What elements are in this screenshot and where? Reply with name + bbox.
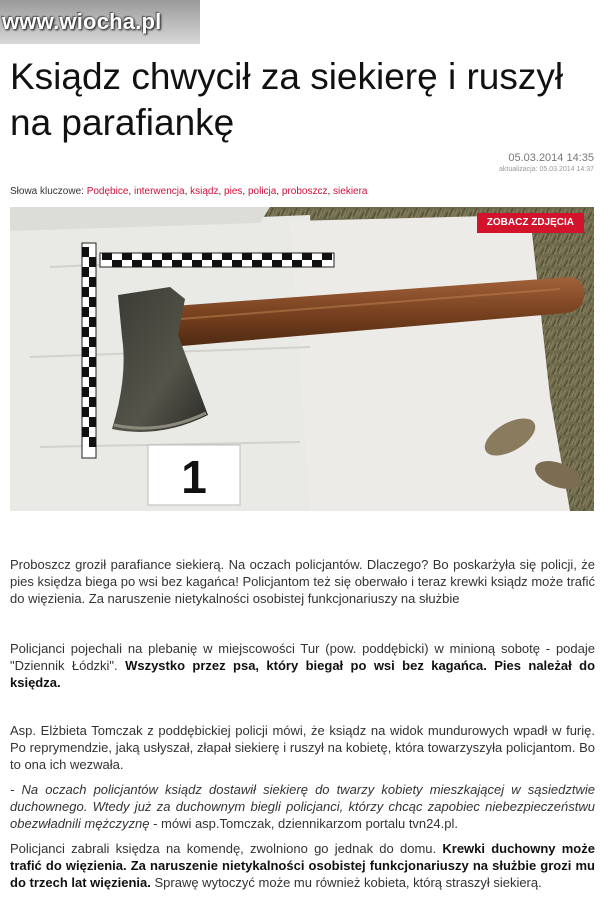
site-watermark: www.wiocha.pl <box>2 9 162 34</box>
keyword-link[interactable]: Podębice <box>86 186 129 197</box>
paragraph-2-text: Policjanci pojechali na plebanię w miejscowości Tur (pow. poddębicki) w minioną sobotę - podaje "Dziennik Łódzki". <box>10 641 595 673</box>
keyword-link[interactable]: ksiądz <box>190 186 219 197</box>
paragraph-5-bold: Krewki duchowny może trafić do więzienia. Za naruszenie nietykalności osobistej funkcjonariuszy na służbie grozi mu do trzech lat więzienia. <box>10 841 595 890</box>
article-title: Ksiądz chwycił za siekierę i ruszył na parafiankę <box>10 56 564 143</box>
see-photos-button[interactable]: ZOBACZ ZDJĘCIA <box>477 213 584 233</box>
evidence-marker-number: 1 <box>181 451 207 503</box>
paragraph-4 <box>10 781 595 832</box>
keywords-row: Słowa kluczowe: Podębice, interwencja, ksiądz, pies, policja, proboszcz, siekiera <box>10 186 368 197</box>
keyword-link[interactable]: siekiera <box>333 186 368 197</box>
paragraph-3: Asp. Elżbieta Tomczak z poddębickiej policji mówi, że ksiądz na widok mundurowych wpadł w furię. Po reprymendzie, jaką usłyszał, złapał siekierę i ruszył na kobietę, która towarzyszyła policjantom. Bo to ona ich wezwała. <box>10 723 595 772</box>
paragraph-4-quote: - Na oczach policjantów ksiądz dostawił siekierę do twarzy kobiety mieszkającej w sąsiedztwie duchownego. Wtedy już za duchownym biegli policjanci, którzy chcąc zapobiec niebezpieczeństwu obezwładnili mężczyznę <box>10 782 595 831</box>
keyword-link[interactable]: policja <box>247 186 277 197</box>
paragraph-5-text: Policjanci zabrali księdza na komendę, zwolniono go jednak do domu. <box>10 841 443 856</box>
keywords-label: Słowa kluczowe: <box>10 186 84 197</box>
paragraph-4-source: - mówi asp.Tomczak, dziennikarzom portalu tvn24.pl. <box>149 816 458 831</box>
paragraph-2-bold: Wszystko przez psa, który biegał po wsi bez kagańca. Pies należał do księdza. <box>10 658 596 690</box>
paragraph-5 <box>10 840 595 891</box>
update-date: aktualizacja: 05.03.2014 14:37 <box>499 166 594 173</box>
keyword-link[interactable]: proboszcz <box>281 186 328 197</box>
keyword-link[interactable]: interwencja <box>133 186 185 197</box>
paragraph-lead: Proboszcz groził parafiance siekierą. Na oczach policjantów. Dlaczego? Bo poskarżyła się policji, że pies księdza biega po wsi bez kagańca! Policjantom też się oberwało i teraz krewki ksiądz może trafić do więzienia. Za naruszenie nietykalności osobistej funkcjonariuszy na służbie <box>10 557 595 606</box>
keyword-link[interactable]: pies <box>224 186 243 197</box>
publish-date: 05.03.2014 14:35 <box>508 152 594 164</box>
paragraph-5-end: Sprawę wytoczyć może mu również kobieta, którą straszył siekierą. <box>150 875 542 890</box>
paragraph-2 <box>10 640 595 691</box>
article-photo[interactable] <box>10 207 594 511</box>
axe-evidence-image <box>10 207 594 511</box>
